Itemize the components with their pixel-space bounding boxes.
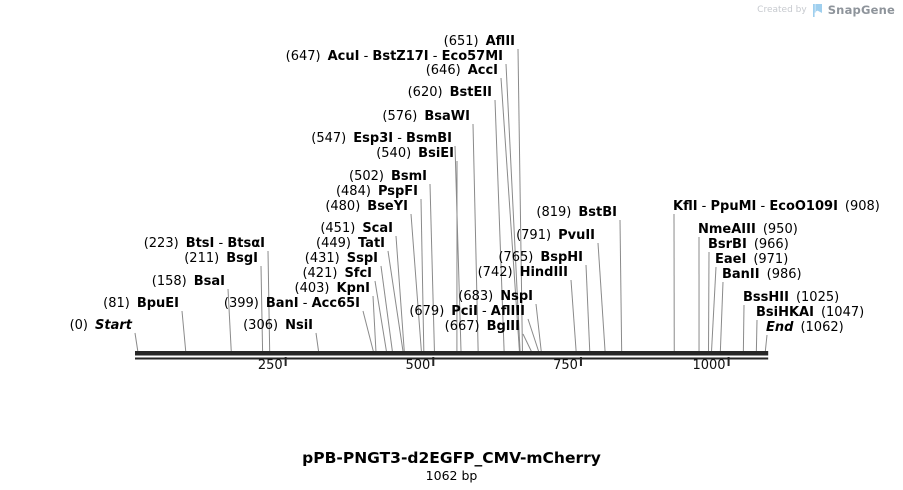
ruler-tick-label-250: 250 xyxy=(257,358,283,373)
site-label-PvuII[interactable] xyxy=(516,229,595,243)
site-position: (502) xyxy=(349,169,384,184)
site-label-SfcI[interactable] xyxy=(302,267,372,281)
enzyme-name: BstBI xyxy=(578,205,617,220)
site-label-BspHI[interactable] xyxy=(498,251,583,265)
enzyme-name: BglII xyxy=(486,319,520,334)
site-label-HindIII[interactable] xyxy=(478,266,568,280)
enzyme-name: BsmI xyxy=(390,169,427,184)
site-position: (158) xyxy=(151,274,187,289)
site-label-BsrBI[interactable] xyxy=(708,238,789,252)
site-label-NspI[interactable] xyxy=(458,290,533,304)
site-label-BsaI[interactable] xyxy=(152,275,225,289)
site-position: (908) xyxy=(844,199,880,214)
site-position: (0) xyxy=(69,318,89,333)
site-label-BsaWI[interactable] xyxy=(382,110,470,124)
enzyme-name: BtsI xyxy=(185,236,215,251)
site-position: (403) xyxy=(294,281,330,296)
enzyme-name: SfcI xyxy=(344,266,372,281)
enzyme-name: AflIII xyxy=(490,304,525,319)
separator: - xyxy=(428,49,442,64)
separator: - xyxy=(697,199,711,214)
site-label-Start[interactable] xyxy=(70,319,132,333)
site-label-NsiI[interactable] xyxy=(243,319,313,333)
enzyme-name: Eco57MI xyxy=(441,49,503,64)
enzyme-name: BseYI xyxy=(367,199,408,214)
watermark-created-by-label: Created by xyxy=(757,5,807,15)
enzyme-name: AccI xyxy=(467,63,498,78)
site-label-PspFI[interactable] xyxy=(336,185,418,199)
site-label-BsiEI[interactable] xyxy=(376,147,454,161)
ruler-tick-label-1000: 1000 xyxy=(692,358,726,373)
separator: - xyxy=(477,304,491,319)
enzyme-name: End xyxy=(766,320,794,335)
enzyme-name: HindIII xyxy=(519,265,568,280)
enzyme-name: NspI xyxy=(500,289,533,304)
site-position: (421) xyxy=(302,266,338,281)
enzyme-name: NmeAIII xyxy=(698,222,756,237)
enzyme-name: SspI xyxy=(346,251,378,266)
enzyme-name: Acc65I xyxy=(311,296,360,311)
enzyme-name: BstZ17I xyxy=(372,49,429,64)
separator: - xyxy=(756,199,770,214)
site-position: (547) xyxy=(311,131,347,146)
site-label-AccI[interactable] xyxy=(426,64,498,78)
site-label-BsiHKAI[interactable] xyxy=(756,306,864,320)
enzyme-name: BtsαI xyxy=(227,236,265,251)
enzyme-name: PspFI xyxy=(377,184,418,199)
enzyme-name: BsgI xyxy=(226,251,258,266)
site-position: (399) xyxy=(223,296,259,311)
enzyme-name: KflI xyxy=(673,199,698,214)
site-position: (679) xyxy=(409,304,445,319)
site-label-Esp3I-BsmBI[interactable] xyxy=(311,132,452,146)
enzyme-name: BstEII xyxy=(449,85,492,100)
site-position: (211) xyxy=(184,251,220,266)
enzyme-name: PvuII xyxy=(558,228,595,243)
site-label-ScaI[interactable] xyxy=(320,222,393,236)
site-label-End[interactable] xyxy=(766,321,844,335)
separator: - xyxy=(359,49,373,64)
enzyme-name: TatI xyxy=(357,236,385,251)
enzyme-name: Esp3I xyxy=(353,131,394,146)
site-label-BstEII[interactable] xyxy=(408,86,492,100)
site-label-KflI-PpuMI-EcoO109I[interactable] xyxy=(673,200,880,214)
site-position: (480) xyxy=(325,199,361,214)
site-position: (620) xyxy=(407,85,443,100)
enzyme-name: BanII xyxy=(722,267,760,282)
enzyme-name: BspHI xyxy=(540,250,583,265)
site-label-BseYI[interactable] xyxy=(325,200,408,214)
site-position: (223) xyxy=(143,236,179,251)
enzyme-name: BpuEI xyxy=(136,296,179,311)
plasmid-length-label: 1062 bp xyxy=(425,468,478,483)
site-position: (647) xyxy=(285,49,321,64)
site-label-KpnI[interactable] xyxy=(295,282,370,296)
enzyme-name: AflII xyxy=(485,34,515,49)
separator: - xyxy=(393,131,407,146)
site-label-SspI[interactable] xyxy=(305,252,378,266)
site-label-AflII[interactable] xyxy=(444,35,515,49)
site-position: (966) xyxy=(753,237,789,252)
site-label-TatI[interactable] xyxy=(316,237,385,251)
site-position: (819) xyxy=(536,205,572,220)
separator: - xyxy=(298,296,312,311)
enzyme-name: PciI xyxy=(451,304,478,319)
site-label-NmeAIII[interactable] xyxy=(698,223,798,237)
site-label-BglII[interactable] xyxy=(445,320,520,334)
enzyme-name: BsaWI xyxy=(424,109,470,124)
enzyme-name: BsmBI xyxy=(406,131,452,146)
site-position: (431) xyxy=(304,251,340,266)
site-label-PciI-AflIII[interactable] xyxy=(409,305,525,319)
site-position: (306) xyxy=(243,318,279,333)
site-position: (81) xyxy=(103,296,130,311)
ruler-tick-label-750: 750 xyxy=(553,358,578,373)
enzyme-name: KpnI xyxy=(336,281,370,296)
plasmid-title: pPB-PNGT3-d2EGFP_CMV-mCherry xyxy=(302,449,601,467)
enzyme-name: EaeI xyxy=(715,252,747,267)
enzyme-name: BsiEI xyxy=(418,146,454,161)
enzyme-name: BanI xyxy=(265,296,299,311)
enzyme-name: BssHII xyxy=(743,290,789,305)
enzyme-name: BsrBI xyxy=(708,237,747,252)
enzyme-name: BsiHKAI xyxy=(756,305,814,320)
site-position: (451) xyxy=(320,221,356,236)
site-position: (986) xyxy=(766,267,802,282)
site-label-EaeI[interactable] xyxy=(715,253,788,267)
site-position: (971) xyxy=(753,252,789,267)
site-position: (1062) xyxy=(800,320,844,335)
enzyme-name: EcoO109I xyxy=(769,199,838,214)
watermark-brand-label: SnapGene xyxy=(827,3,895,17)
enzyme-name: Start xyxy=(95,318,132,333)
site-position: (540) xyxy=(376,146,412,161)
site-position: (950) xyxy=(762,222,798,237)
site-position: (651) xyxy=(443,34,479,49)
separator: - xyxy=(214,236,228,251)
enzyme-name: NsiI xyxy=(285,318,313,333)
site-label-BanI-Acc65I[interactable] xyxy=(224,297,360,311)
site-label-BstBI[interactable] xyxy=(536,206,617,220)
site-position: (742) xyxy=(477,265,513,280)
site-position: (667) xyxy=(444,319,480,334)
site-label-BpuEI[interactable] xyxy=(103,297,179,311)
site-position: (683) xyxy=(458,289,494,304)
site-position: (646) xyxy=(425,63,461,78)
site-position: (765) xyxy=(498,250,534,265)
enzyme-name: AcuI xyxy=(327,49,360,64)
enzyme-name: ScaI xyxy=(362,221,393,236)
site-position: (791) xyxy=(516,228,552,243)
site-label-BsgI[interactable] xyxy=(184,252,258,266)
site-position: (449) xyxy=(316,236,351,251)
site-label-BsmI[interactable] xyxy=(349,170,427,184)
enzyme-name: BsaI xyxy=(193,274,225,289)
site-position: (1025) xyxy=(795,290,840,305)
site-label-AcuI-BstZ17I-Eco57MI[interactable] xyxy=(286,50,503,64)
site-label-BtsI-BtsαI[interactable] xyxy=(144,237,265,251)
site-position: (1047) xyxy=(820,305,865,320)
site-label-BanII[interactable] xyxy=(722,268,802,282)
site-position: (576) xyxy=(382,109,418,124)
enzyme-name: PpuMI xyxy=(710,199,757,214)
ruler-tick-label-500: 500 xyxy=(405,358,431,373)
site-position: (484) xyxy=(335,184,371,199)
site-label-BssHII[interactable] xyxy=(743,291,839,305)
